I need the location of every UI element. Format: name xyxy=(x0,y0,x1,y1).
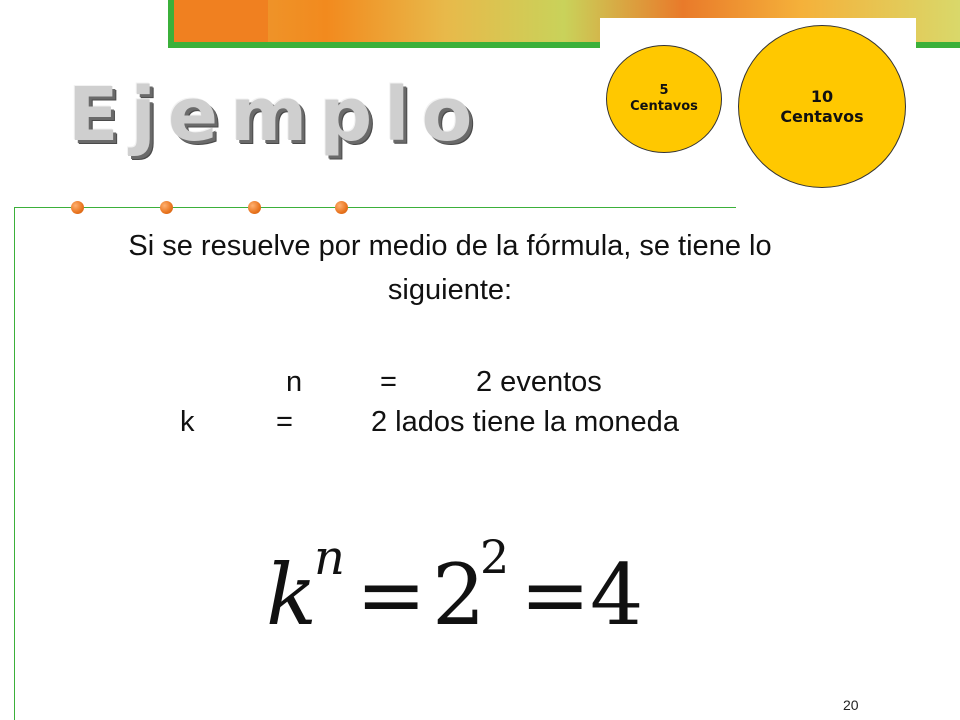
formula-number-exponent: 2 xyxy=(480,530,510,584)
formula-result: 4 xyxy=(590,546,644,644)
definition-value: 2 lados tiene la moneda xyxy=(371,406,679,438)
page-number: 20 xyxy=(843,697,859,713)
frame-top-line xyxy=(14,207,736,208)
definition-variable: k xyxy=(180,406,195,438)
definition-equals: = xyxy=(276,406,293,438)
bullet-dot xyxy=(248,201,261,214)
formula-equals: = xyxy=(520,546,591,644)
definition-equals: = xyxy=(380,366,397,398)
formula-exponent: n xyxy=(314,530,345,586)
coin-value: 10 xyxy=(810,86,834,106)
bullet-dot xyxy=(160,201,173,214)
coin-5-centavos xyxy=(606,45,722,153)
formula-equals: = xyxy=(356,546,427,644)
slide-title: Ejemplo xyxy=(68,72,485,158)
definition-variable: n xyxy=(286,366,303,398)
bullet-dot xyxy=(335,201,348,214)
intro-text-line-2: siguiente: xyxy=(387,274,513,306)
coin-label: Centavos xyxy=(630,99,698,114)
coin-label: Centavos xyxy=(780,106,864,126)
coin-value: 5 xyxy=(659,83,669,98)
definition-value: 2 eventos xyxy=(476,366,602,398)
intro-text-line-1: Si se resuelve por medio de la fórmula, se tiene lo xyxy=(128,230,772,262)
coin-10-centavos xyxy=(738,25,906,188)
formula-base: k xyxy=(266,546,317,644)
formula-number-base: 2 xyxy=(432,546,486,644)
bullet-dot xyxy=(71,201,84,214)
